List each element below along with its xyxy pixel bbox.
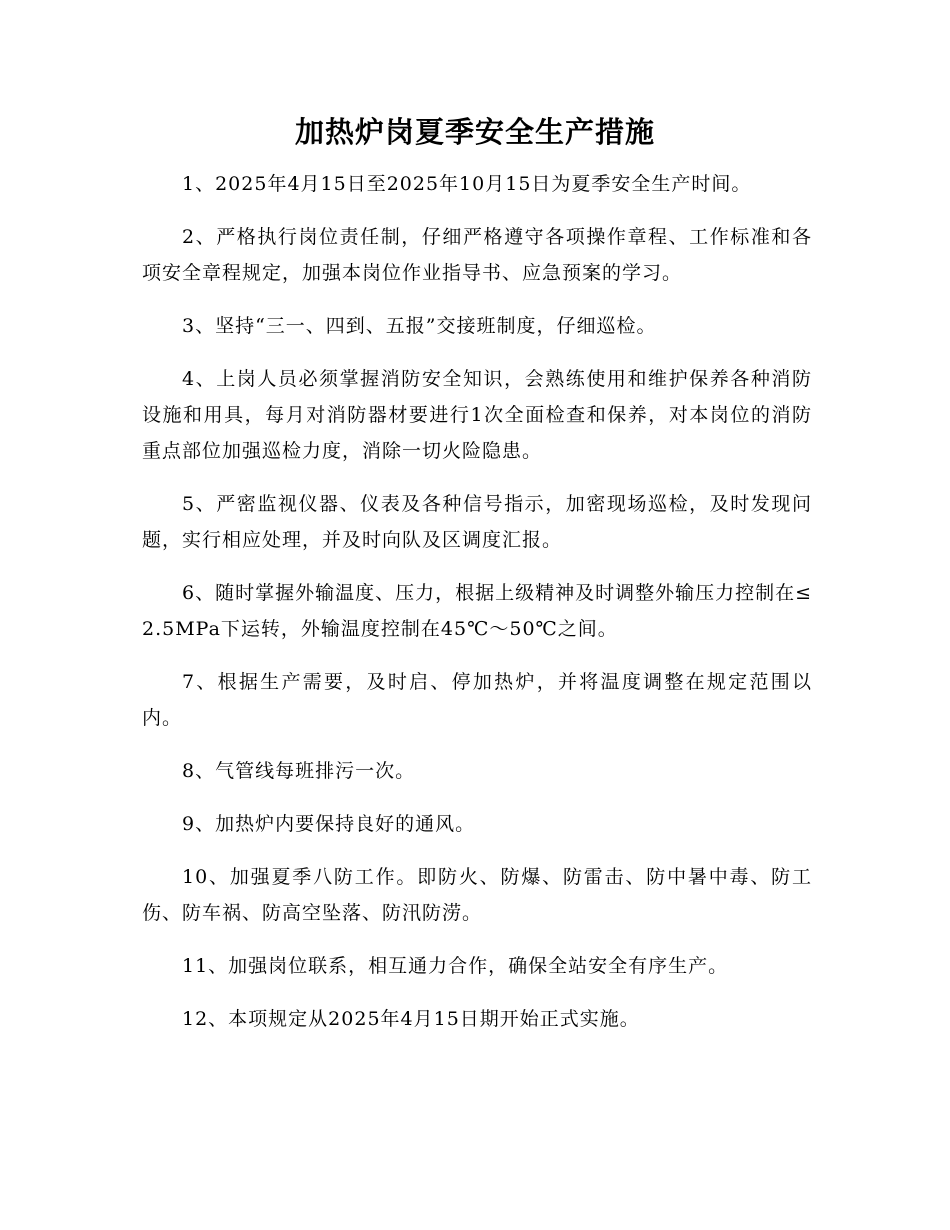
document-body <box>142 166 812 1054</box>
paragraph-4: 4、上岗人员必须掌握消防安全知识，会熟练使用和维护保养各种消防设施和用具，每月对消防器材要进行1次全面检查和保养，对本岗位的消防重点部位加强巡检力度，消除一切火险隐患。 <box>142 368 812 462</box>
paragraph-1: 1、2025年4月15日至2025年10月15日为夏季安全生产时间。 <box>182 173 752 195</box>
document-title: 加热炉岗夏季安全生产措施 <box>294 115 655 149</box>
paragraph-6: 6、随时掌握外输温度、压力，根据上级精神及时调整外输压力控制在≤2.5MPa下运转，外输温度控制在45℃～50℃之间。 <box>142 582 813 640</box>
paragraph-9: 9、加热炉内要保持良好的通风。 <box>182 813 476 835</box>
paragraph-2: 2、严格执行岗位责任制，仔细严格遵守各项操作章程、工作标准和各项安全章程规定，加强本岗位作业指导书、应急预案的学习。 <box>142 226 812 284</box>
paragraph-5: 5、严密监视仪器、仪表及各种信号指示，加密现场巡检，及时发现问题，实行相应处理，并及时向队及区调度汇报。 <box>142 493 812 551</box>
paragraph-10: 10、加强夏季八防工作。即防火、防爆、防雷击、防中暑中毒、防工伤、防车祸、防高空坠落、防汛防涝。 <box>142 866 812 924</box>
paragraph-3: 3、坚持“三一、四到、五报”交接班制度，仔细巡检。 <box>182 315 657 337</box>
paragraph-12: 12、本项规定从2025年4月15日期开始正式实施。 <box>182 1008 640 1030</box>
paragraph-7: 7、根据生产需要，及时启、停加热炉，并将温度调整在规定范围以内。 <box>142 671 812 729</box>
paragraph-8: 8、气管线每班排污一次。 <box>182 760 416 782</box>
paragraph-11: 11、加强岗位联系，相互通力合作，确保全站安全有序生产。 <box>182 955 729 977</box>
